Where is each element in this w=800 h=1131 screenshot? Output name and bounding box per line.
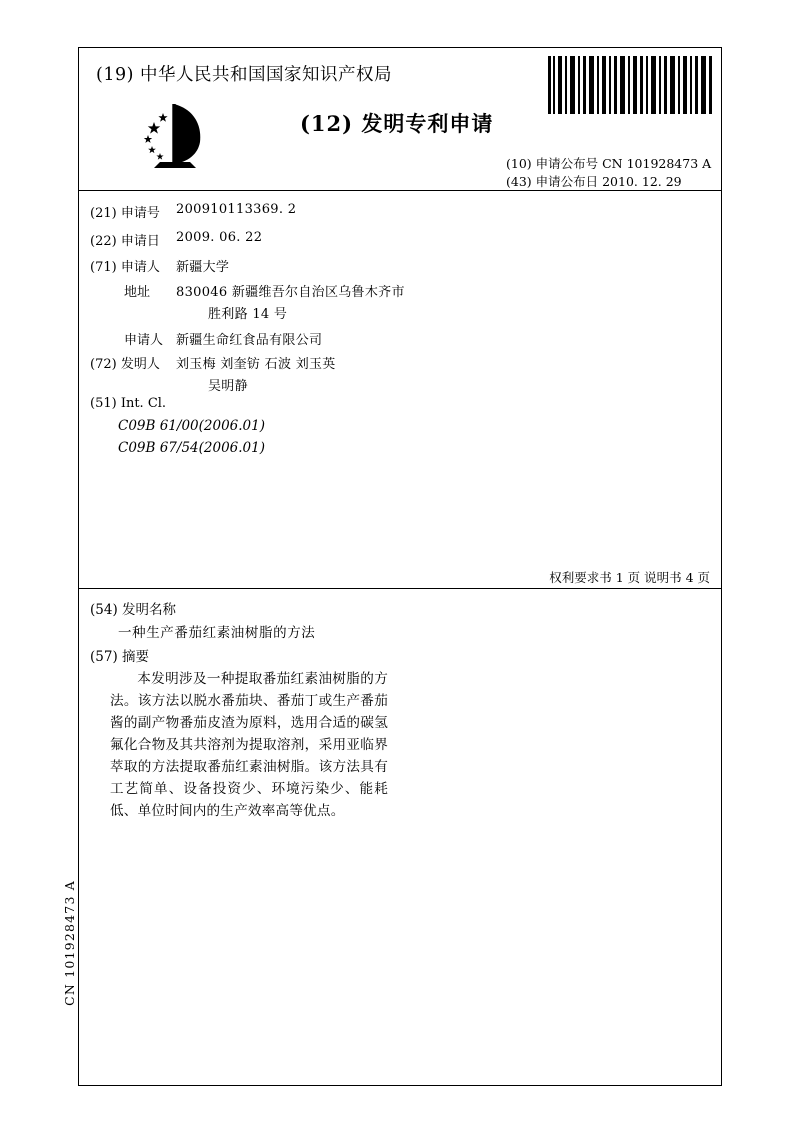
- applicant-label-2: 申请人: [124, 333, 164, 348]
- abstract-text: 本发明涉及一种提取番茄红素油树脂的方法。该方法以脱水番茄块、番茄丁或生产番茄酱的副产物番茄皮渣为原料，选用合适的碳氢氟化合物及其共溶剂为提取溶剂，采用亚临界萃取的方法提取番茄红素油树脂。该方法具有工艺简单、设备投资少、环境污染少、能耗低、单位时间内的生产效率高等优点。: [110, 671, 388, 820]
- counts-divider-rule: [78, 588, 722, 589]
- publication-date: (43) 申请公布日 2010. 12. 29: [506, 174, 682, 189]
- document-kind-title: (12) 发明专利申请: [300, 111, 494, 136]
- applicant-name-2: 新疆生命红食品有限公司: [176, 333, 323, 348]
- field-code-22: (22) 申请日: [90, 234, 160, 249]
- page-right-rule: [721, 47, 722, 1085]
- header-divider-rule: [78, 190, 722, 191]
- field-code-72: (72) 发明人: [90, 357, 160, 372]
- ipc-class-1: C09B 61/00(2006.01): [118, 418, 265, 434]
- side-publication-id: CN 101928473 A: [62, 880, 77, 1006]
- invention-title: 一种生产番茄红素油树脂的方法: [118, 625, 316, 641]
- header-top-rule: [78, 47, 722, 48]
- issuing-office-line: (19) 中华人民共和国国家知识产权局: [96, 65, 392, 85]
- field-code-21: (21) 申请号: [90, 206, 160, 221]
- applicant-name-1: 新疆大学: [176, 260, 230, 275]
- abstract-code: (57) 摘要: [90, 649, 150, 665]
- page-counts: 权利要求书 1 页 说明书 4 页: [549, 570, 710, 585]
- inventors-line-1: 刘玉梅 刘奎钫 石波 刘玉英: [176, 357, 336, 372]
- barcode: [548, 56, 714, 114]
- applicant-address-line-2: 胜利路 14 号: [208, 307, 288, 322]
- application-date: 2009. 06. 22: [176, 230, 263, 245]
- address-label: 地址: [124, 285, 151, 300]
- invention-title-code: (54) 发明名称: [90, 602, 177, 618]
- ipc-class-2: C09B 67/54(2006.01): [118, 440, 265, 456]
- page-bottom-rule: [78, 1085, 722, 1086]
- int-cl-label: (51) Int. Cl.: [90, 396, 167, 411]
- application-number: 200910113369. 2: [176, 202, 297, 217]
- applicant-address-line-1: 830046 新疆维吾尔自治区乌鲁木齐市: [176, 285, 405, 300]
- publication-number: (10) 申请公布号 CN 101928473 A: [506, 156, 712, 171]
- field-code-71: (71) 申请人: [90, 260, 160, 275]
- cnipa-emblem-icon: [130, 100, 216, 172]
- page-left-rule: [78, 47, 79, 1085]
- inventors-line-2: 吴明静: [208, 379, 248, 394]
